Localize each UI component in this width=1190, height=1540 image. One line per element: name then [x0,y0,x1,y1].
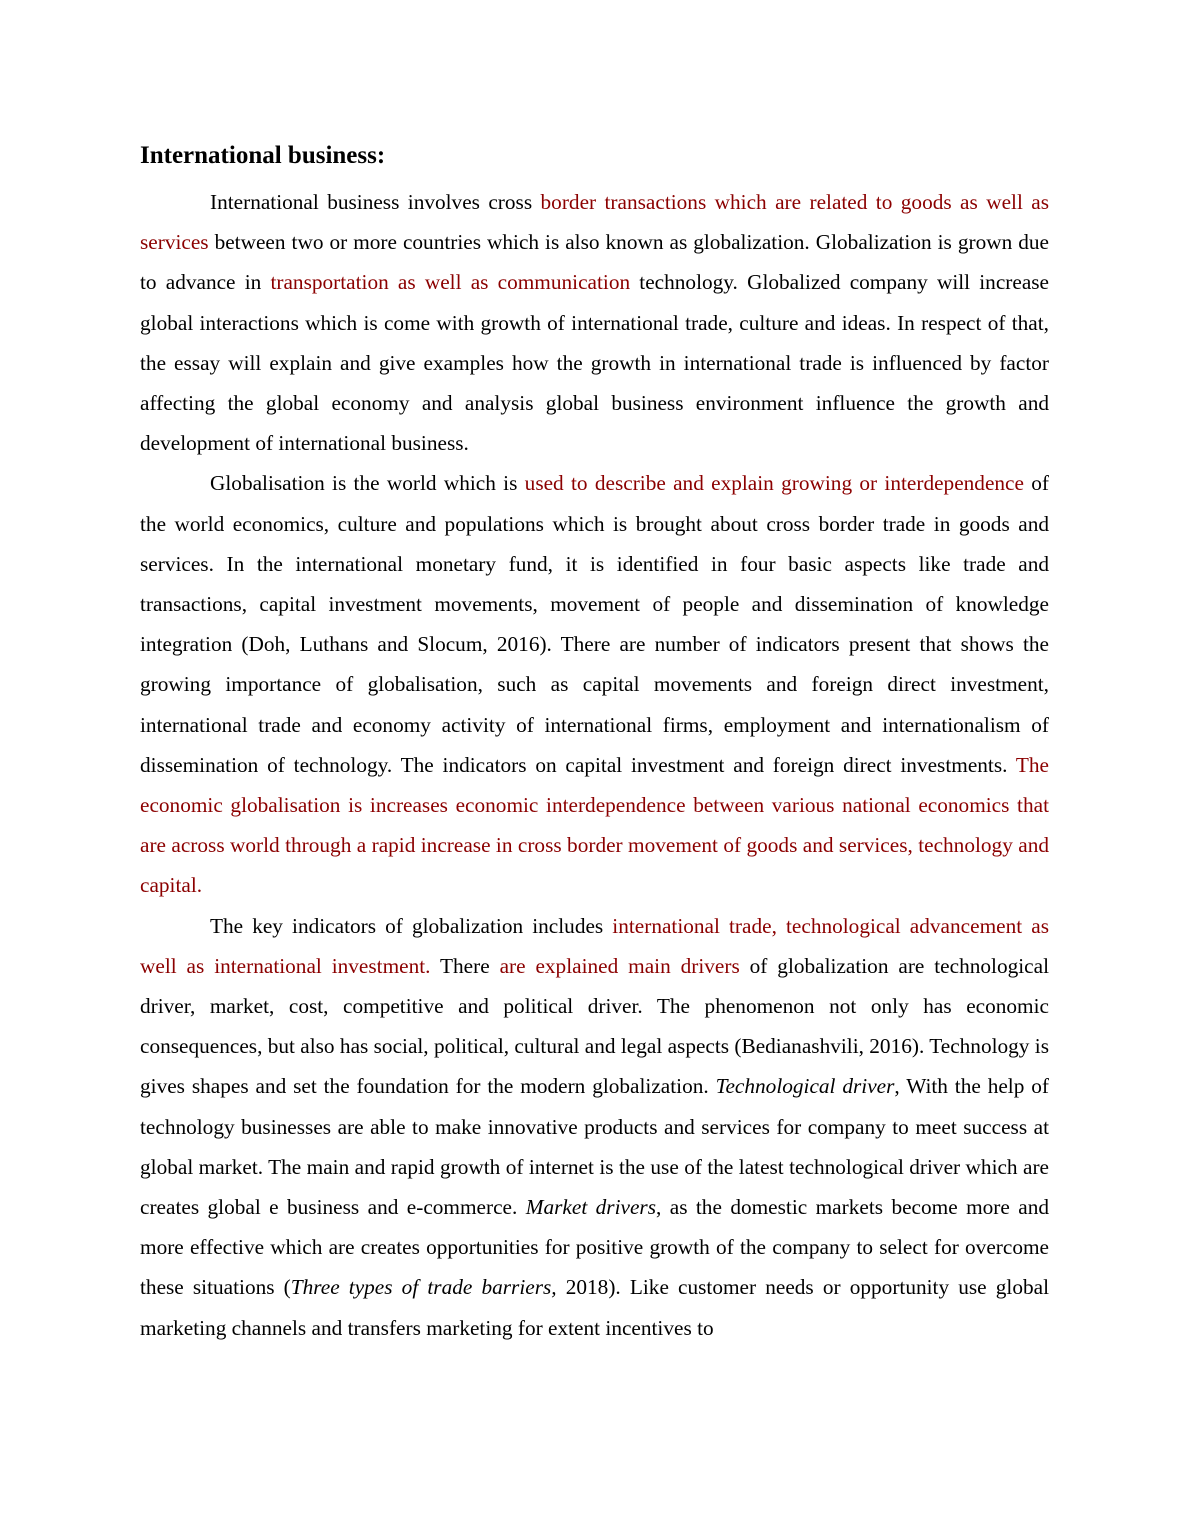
body-text: 2018). Like customer needs or opportunity use global marketing channels and transfers marketing for extent incentives to [140,1275,1049,1340]
section-heading: International business: [140,142,386,169]
body-text: of globalization are technological driver, market, cost, competitive and political driver. The phenomenon not only has economic consequences, but also has social, political, cultural and legal aspects (Bedianashvili, 2016). Technology is gives shapes and set the foundation for the modern globalization. [140,953,1049,1099]
body-text: There [430,953,500,978]
italic-text: Technological driver [715,1074,895,1099]
body-text: between two or more countries which is also known as globalization. Globalization is grown due to advance in [140,230,1049,295]
paragraph [140,182,1049,463]
highlighted-text: are explained main drivers [499,953,740,978]
document-page [140,138,1049,1348]
body-text: , With the help of technology businesses are able to make innovative products and services for company to meet success at global market. The main and rapid growth of internet is the use of the latest technological driver which are creates global e business and e-commerce. [140,1074,1049,1220]
body-text: The key indicators of globalization includes [210,913,613,938]
italic-text: Market drivers [525,1195,656,1220]
document-body [140,182,1049,1348]
highlighted-text: international trade, technological advancement as well as international investment. [140,913,1049,978]
paragraph [140,463,1049,905]
body-text: of the world economics, culture and populations which is brought about cross border trade in goods and services. In the international monetary fund, it is identified in four basic aspects like trade and transactions, capital investment movements, movement of people and dissemination of knowledge integration (Doh, Luthans and Slocum, 2016). There are number of indicators present that shows the growing importance of globalisation, such as capital movements and foreign direct investment, international trade and economy activity of international firms, employment and internationalism of dissemination of technology. The indicators on capital investment and foreign direct investments. [140,471,1050,777]
body-text: International business involves cross [210,190,541,214]
highlighted-text: The economic globalisation is increases economic interdependence between various national economics that are across world through a rapid increase in cross border movement of goods and services, technology and capital. [140,752,1049,898]
body-text: Globalisation is the world which is [210,471,525,496]
highlighted-text: border transactions which are related to goods as well as services [140,190,1050,255]
italic-text: Three types of trade barriers, [290,1275,557,1300]
paragraph [140,906,1049,1348]
body-text: , as the domestic markets become more and more effective which are creates opportunities for positive growth of the company to select for overcome these situations ( [140,1195,1049,1300]
body-text: technology. Globalized company will increase global interactions which is come with growth of international trade, culture and ideas. In respect of that, the essay will explain and give examples how the growth in international trade is influenced by factor affecting the global economy and analysis global business environment influence the growth and development of international business. [140,270,1050,456]
highlighted-text: used to describe and explain growing or interdependence [524,471,1024,496]
highlighted-text: transportation as well as communication [270,270,631,295]
